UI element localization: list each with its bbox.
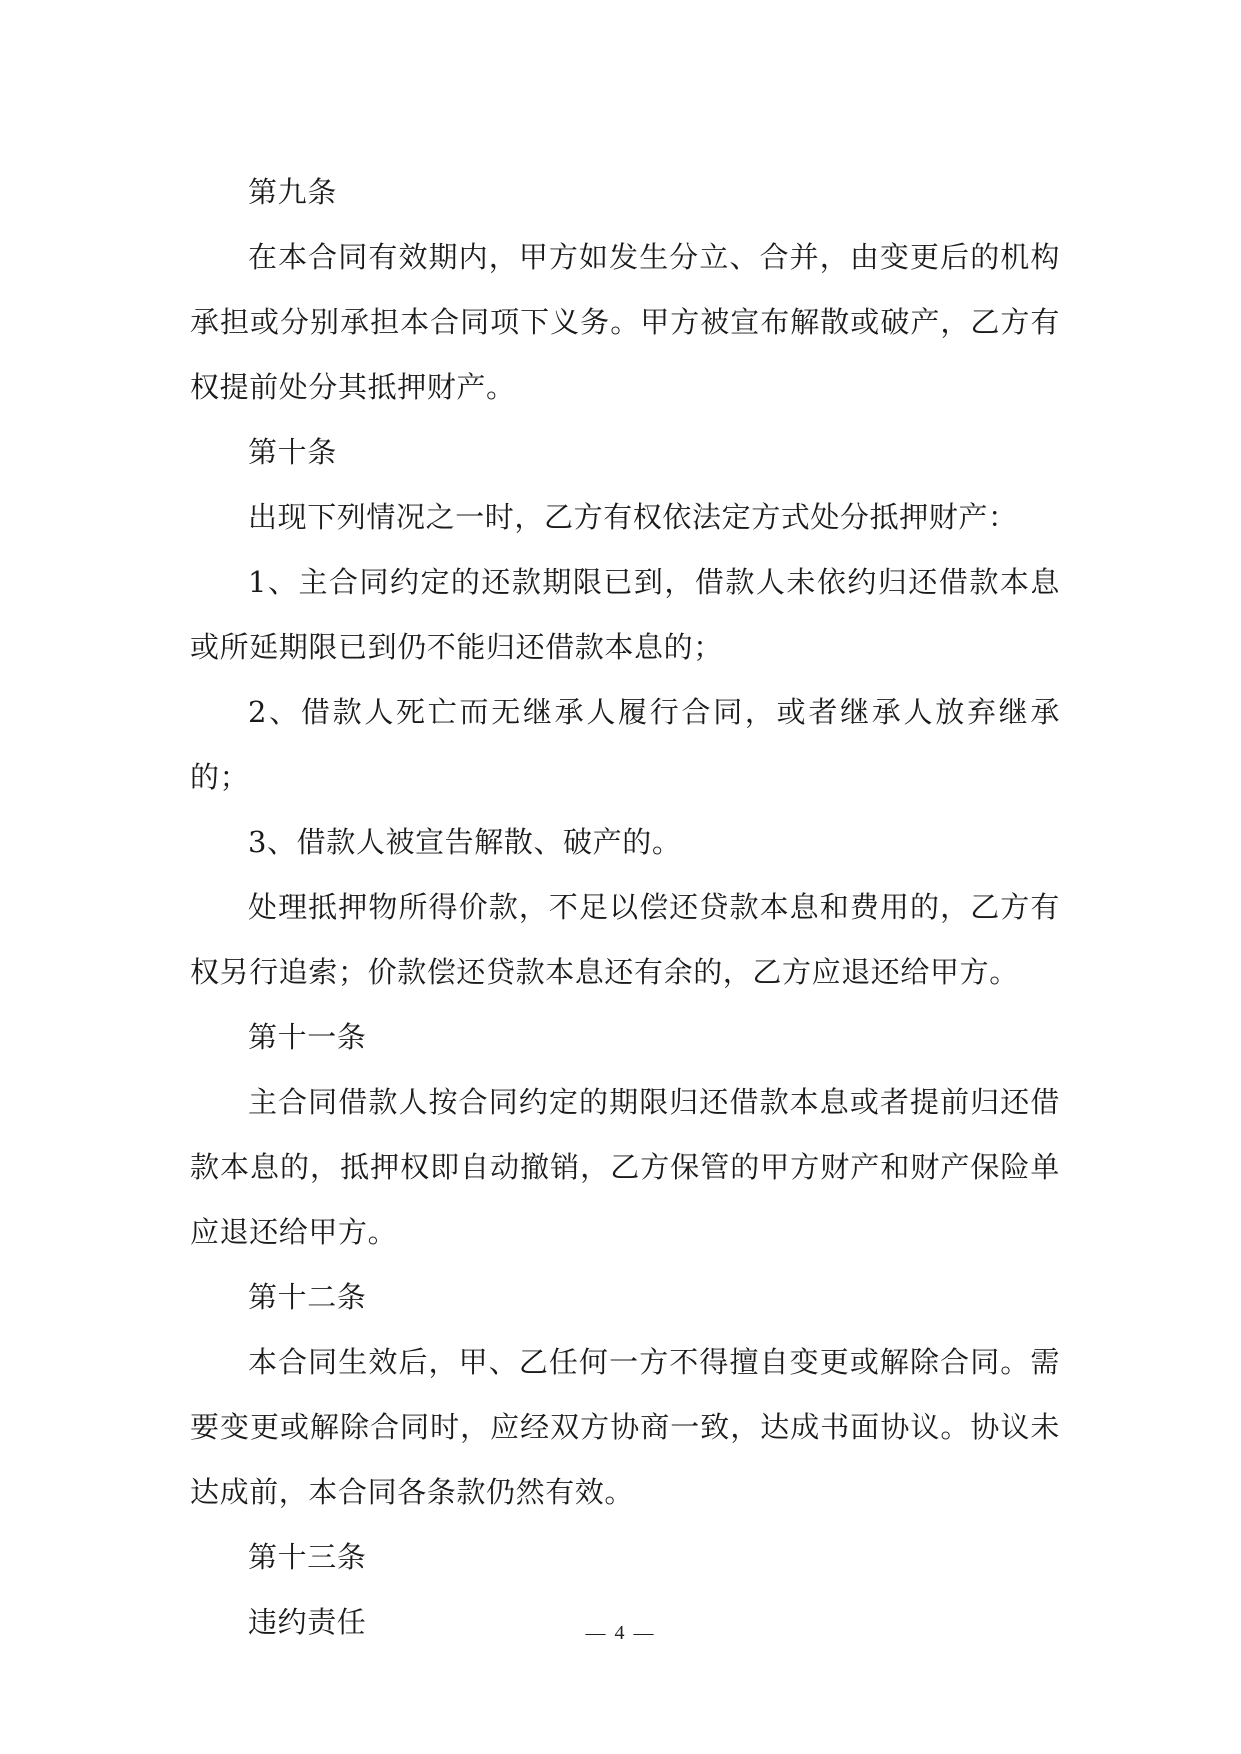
article-12-text: 本合同生效后，甲、乙任何一方不得擅自变更或解除合同。需要变更或解除合同时，应经双方协商一致，达成书面协议。协议未达成前，本合同各条款仍然有效。 <box>190 1345 1060 1509</box>
article-13-heading: 第十三条 <box>248 1540 367 1574</box>
article-11-heading: 第十一条 <box>248 1020 367 1054</box>
article-10-intro: 出现下列情况之一时，乙方有权依法定方式处分抵押财产： <box>248 500 1018 534</box>
article-10-heading: 第十条 <box>248 435 337 469</box>
article-9-heading: 第九条 <box>248 175 337 209</box>
page-number: — 4 — <box>585 1622 656 1644</box>
article-10-closing: 处理抵押物所得价款，不足以偿还贷款本息和费用的，乙方有权另行追索；价款偿还贷款本息还有余的，乙方应退还给甲方。 <box>190 890 1060 989</box>
article-9-text: 在本合同有效期内，甲方如发生分立、合并，由变更后的机构承担或分别承担本合同项下义务。甲方被宣布解散或破产，乙方有权提前处分其抵押财产。 <box>190 240 1060 404</box>
document-body <box>190 160 1060 1655</box>
article-10-item-2: 2、借款人死亡而无继承人履行合同，或者继承人放弃继承的； <box>190 695 1060 794</box>
article-10-item-3: 3、借款人被宣告解散、破产的。 <box>248 825 682 859</box>
article-11-text: 主合同借款人按合同约定的期限归还借款本息或者提前归还借款本息的，抵押权即自动撤销，乙方保管的甲方财产和财产保险单应退还给甲方。 <box>190 1085 1060 1249</box>
article-12-heading: 第十二条 <box>248 1280 367 1314</box>
article-10-item-1: 1、主合同约定的还款期限已到，借款人未依约归还借款本息或所延期限已到仍不能归还借款本息的； <box>190 565 1060 664</box>
article-13-subheading: 违约责任 <box>248 1605 367 1639</box>
